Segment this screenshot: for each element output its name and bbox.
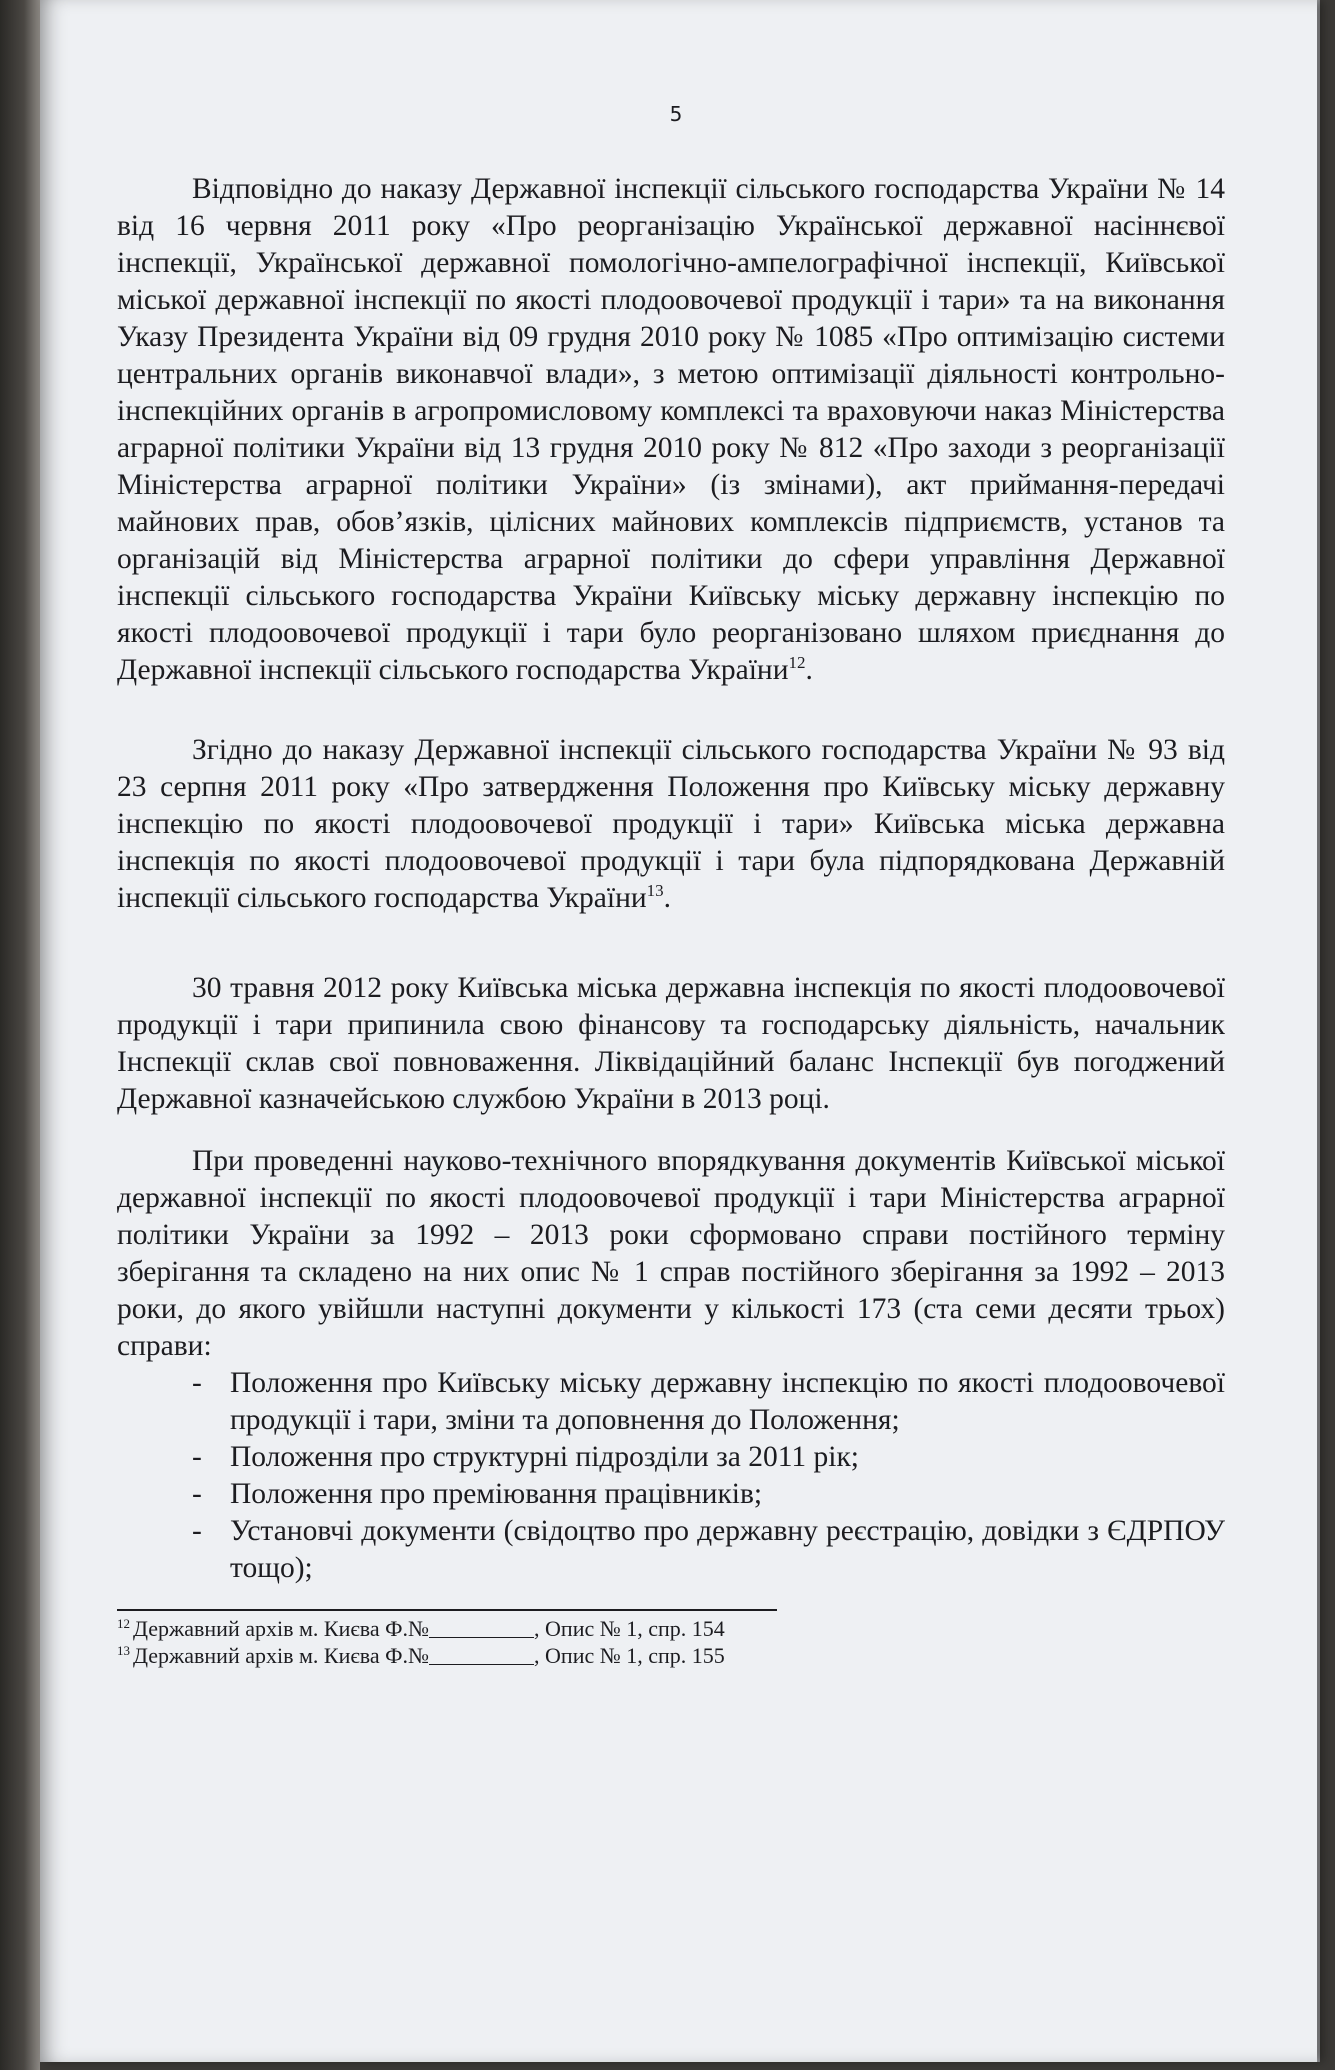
- paragraph-tail: .: [663, 882, 672, 914]
- paragraph-liquidation: [117, 970, 1225, 1118]
- document-page: [40, 0, 1317, 2062]
- footnote-12: 12 Державний архів м. Києва Ф.№ , Опис № 1, спр. 154: [117, 1616, 725, 1641]
- paragraph-text: Відповідно до наказу Державної інспекції сільського господарства України № 14 від 16 червня 2011 року «Про реорганізацію Української державної насіннєвої інспекції, Української державної помологічно-ампелографічної інспекції, Київської міської державної інспекції по якості плодоовочевої продукції і тари» та на виконання Указу Президента України від 09 грудня 2010 року № 1085 «Про оптимізацію системи центральних органів виконавчої влади», з метою оптимізації діяльності контрольно-інспекційних органів в агропромисловому комплексі та враховуючи наказ Міністерства аграрної політики України від 13 грудня 2010 року № 812 «Про заходи з реорганізації Міністерства аграрної політики України» (із змінами), акт приймання-передачі майнових прав, обов’язків, цілісних майнових комплексів підприємств, установ та організацій від Міністерства аграрної політики до сфери управління Державної інспекції сільського господарства України Київську міську державну інспекцію по якості плодоовочевої продукції і тари було реорганізовано шляхом приєднання до Державної інспекції сільського господарства України: [117, 173, 1225, 686]
- footnote-suffix: , Опис № 1, спр. 154: [534, 1616, 725, 1641]
- paragraph-text: При проведенні науково-технічного впорядкування документів Київської міської державної інспекції по якості плодоовочевої продукції і тари Міністерства аграрної політики України за 1992 – 2013 роки сформовано справи постійного терміну зберігання та складено на них опис № 1 справ постійного зберігання за 1992 – 2013 роки, до якого увійшли наступні документи у кількості 173 (ста семи десяти трьох) справи:: [117, 1145, 1225, 1362]
- footnote-ref: 12: [788, 653, 806, 672]
- document-list: [117, 1365, 1225, 1587]
- footnotes: [117, 1609, 1225, 1669]
- binder-spine: [0, 0, 40, 2070]
- fund-number-blank: [429, 1646, 534, 1665]
- paragraph-subordination: [117, 732, 1225, 917]
- list-item: - Положення про структурні підрозділи за 2011 рік;: [192, 1439, 1225, 1476]
- footnote-13: 13 Державний архів м. Києва Ф.№ , Опис № 1, спр. 155: [117, 1643, 725, 1668]
- footnote-separator: [117, 1609, 777, 1611]
- page-number: 5: [669, 102, 683, 126]
- paragraph-tail: .: [805, 654, 813, 686]
- footnote-prefix: Державний архів м. Києва Ф.№: [133, 1616, 430, 1641]
- paragraph-text: 30 травня 2012 року Київська міська державна інспекція по якості плодоовочевої продукції і тари припинила свою фінансову та господарську діяльність, начальник Інспекції склав свої повноваження. Ліквідаційний баланс Інспекції був погоджений Державної казначейською службою України в 2013 році.: [117, 972, 1225, 1115]
- list-item: - Положення про Київську міську державну інспекцію по якості плодоовочевої продукції і тари, зміни та доповнення до Положення;: [192, 1365, 1225, 1439]
- paragraph-reorganization: [117, 171, 1225, 689]
- footnote-suffix: , Опис № 1, спр. 155: [534, 1643, 725, 1668]
- paragraph-inventory: [117, 1143, 1225, 1365]
- footnote-ref: 13: [646, 881, 664, 900]
- fund-number-blank: [429, 1619, 534, 1638]
- page-content: [117, 96, 1225, 1669]
- list-item: - Положення про преміювання працівників;: [192, 1476, 1225, 1513]
- paragraph-text: Згідно до наказу Державної інспекції сільського господарства України № 93 від 23 серпня 2011 року «Про затвердження Положення про Київську міську державну інспекцію по якості плодоовочевої продукції і тари» Київська міська державна інспекція по якості плодоовочевої продукції і тари була підпорядкована Державній інспекції сільського господарства України: [117, 734, 1225, 914]
- footnote-prefix: Державний архів м. Києва Ф.№: [133, 1643, 430, 1668]
- list-item: - Установчі документи (свідоцтво про державну реєстрацію, довідки з ЄДРПОУ тощо);: [192, 1513, 1225, 1587]
